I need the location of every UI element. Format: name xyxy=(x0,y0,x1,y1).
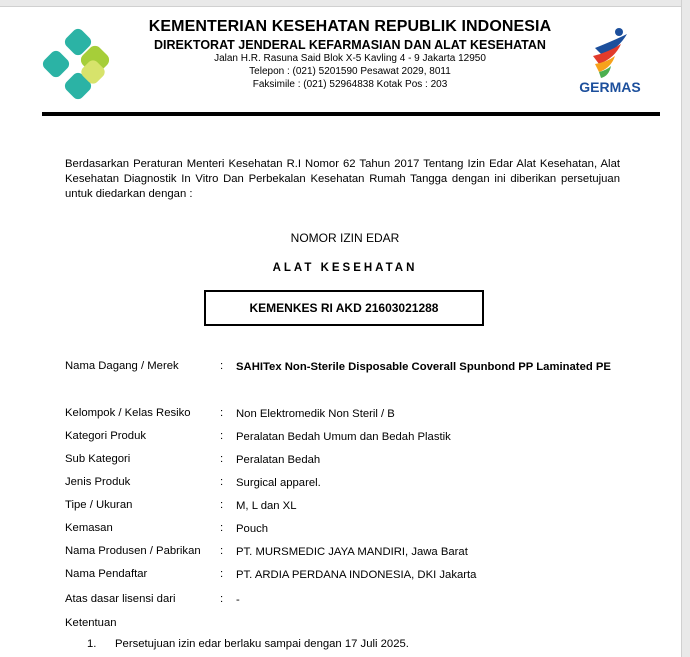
permit-number: KEMENKES RI AKD 21603021288 xyxy=(249,301,439,315)
detail-colon: : xyxy=(220,407,224,419)
detail-label: Nama Produsen / Pabrikan xyxy=(65,545,201,557)
address-line: Jalan H.R. Rasuna Said Blok X-5 Kavling 4 - 9 Jakarta 12950 xyxy=(214,53,486,64)
viewer-scrollbar[interactable] xyxy=(681,0,690,657)
intro-paragraph: Berdasarkan Peraturan Menteri Kesehatan R.I Nomor 62 Tahun 2017 Tentang Izin Edar Alat Kesehatan, Alat Kesehatan Diagnostik In Vitro Dan Perbekalan Kesehatan Rumah Tangga dengan ini diberikan persetujuan untuk diedarkan dengan : xyxy=(65,158,620,200)
ketentuan-item-text: Persetujuan izin edar berlaku sampai dengan 17 Juli 2025. xyxy=(115,638,409,650)
phone-line: Telepon : (021) 5201590 Pesawat 2029, 8011 xyxy=(249,66,451,77)
detail-value: SAHITex Non-Sterile Disposable Coverall Spunbond PP Laminated PE xyxy=(236,361,611,373)
detail-colon: : xyxy=(220,593,224,605)
permit-category: ALAT KESEHATAN xyxy=(272,262,418,274)
kemenkes-logo-icon xyxy=(40,26,116,102)
detail-colon: : xyxy=(220,430,224,442)
ketentuan-title: Ketentuan xyxy=(65,617,117,629)
detail-colon: : xyxy=(220,453,224,465)
detail-value: PT. MURSMEDIC JAYA MANDIRI, Jawa Barat xyxy=(236,546,468,558)
detail-colon: : xyxy=(220,522,224,534)
germas-label: GERMAS xyxy=(579,79,641,95)
detail-value: Non Elektromedik Non Steril / B xyxy=(236,408,395,420)
detail-value: Surgical apparel. xyxy=(236,477,321,489)
detail-colon: : xyxy=(220,568,224,580)
fax-line: Faksimile : (021) 52964838 Kotak Pos : 203 xyxy=(252,79,448,90)
ministry-title: KEMENTERIAN KESEHATAN REPUBLIK INDONESIA xyxy=(148,18,552,35)
detail-value: M, L dan XL xyxy=(236,500,297,512)
permit-label: NOMOR IZIN EDAR xyxy=(290,231,400,245)
detail-colon: : xyxy=(220,476,224,488)
detail-colon: : xyxy=(220,499,224,511)
detail-colon: : xyxy=(220,360,224,372)
detail-label: Nama Dagang / Merek xyxy=(65,360,179,372)
permit-number-box xyxy=(204,290,484,326)
detail-label: Kategori Produk xyxy=(65,430,147,442)
detail-value: Pouch xyxy=(236,523,269,535)
detail-label: Atas dasar lisensi dari xyxy=(65,593,176,605)
directorate-title: DIREKTORAT JENDERAL KEFARMASIAN DAN ALAT KESEHATAN xyxy=(154,38,546,52)
detail-value: - xyxy=(236,594,240,606)
header-divider xyxy=(42,112,660,116)
detail-label: Nama Pendaftar xyxy=(65,568,148,580)
detail-value: Peralatan Bedah xyxy=(236,454,321,466)
ketentuan-item-number: 1. xyxy=(87,638,97,650)
detail-label: Tipe / Ukuran xyxy=(65,499,133,511)
detail-value: PT. ARDIA PERDANA INDONESIA, DKI Jakarta xyxy=(236,569,477,581)
detail-label: Jenis Produk xyxy=(65,476,131,488)
viewer-top-edge xyxy=(0,0,690,7)
detail-colon: : xyxy=(220,545,224,557)
detail-label: Sub Kategori xyxy=(65,453,131,465)
detail-label: Kemasan xyxy=(65,522,113,534)
germas-logo-icon xyxy=(575,26,645,98)
detail-value: Peralatan Bedah Umum dan Bedah Plastik xyxy=(236,431,451,443)
detail-label: Kelompok / Kelas Resiko xyxy=(65,407,191,419)
